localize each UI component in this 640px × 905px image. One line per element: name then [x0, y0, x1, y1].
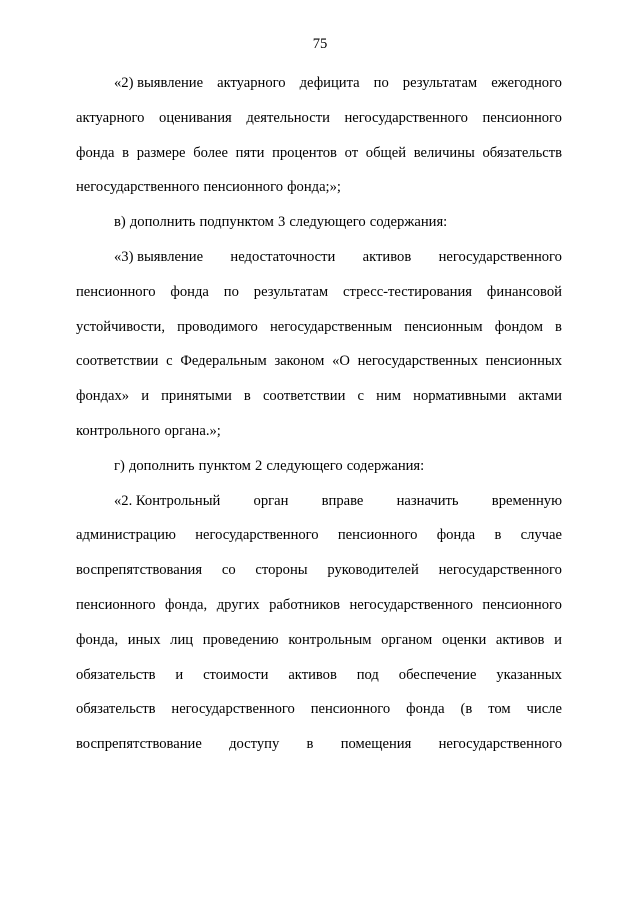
text-line — [76, 66, 562, 101]
word: лиц — [170, 631, 194, 648]
word: фонда — [406, 701, 445, 718]
word: проведению — [202, 631, 279, 648]
word: фондах» — [76, 388, 130, 405]
word: фонда — [436, 527, 476, 544]
word: проводимого — [177, 318, 258, 335]
word: указанных — [496, 666, 562, 683]
text-line — [76, 449, 562, 484]
word: ежегодного — [491, 75, 562, 91]
word: негосударственного — [438, 248, 562, 265]
word: соответствии — [76, 353, 159, 370]
word: ним — [376, 388, 402, 405]
word: содержания: — [346, 457, 425, 474]
word: размере — [136, 144, 186, 161]
word: активов — [288, 666, 337, 683]
word: фонда;»; — [287, 179, 341, 196]
word: по — [373, 75, 389, 91]
text-line — [76, 275, 562, 310]
word: пенсионного — [203, 179, 284, 196]
word: обязательств — [76, 666, 156, 683]
word: 3 — [277, 214, 286, 231]
word: пунктом — [198, 457, 251, 474]
word: пенсионного — [482, 109, 562, 126]
word: «О — [332, 353, 350, 370]
word: (в — [460, 701, 473, 718]
word: обязательств — [482, 144, 562, 161]
text-line — [76, 379, 562, 414]
word: доступу — [229, 736, 280, 753]
word: обязательств — [76, 701, 156, 718]
word: назначить — [396, 492, 459, 509]
word: в — [243, 388, 251, 405]
document-body — [76, 66, 562, 762]
word: фонда, — [76, 631, 119, 648]
word: в — [306, 736, 314, 753]
text-line — [76, 692, 562, 727]
word: «3) выявление — [114, 248, 204, 265]
word: содержания: — [369, 214, 448, 231]
word: и — [175, 666, 184, 683]
text-line — [76, 344, 562, 379]
page-number: 75 — [312, 36, 328, 52]
word: подпунктом — [199, 214, 274, 231]
word: пяти — [235, 144, 265, 161]
word: негосударственного — [171, 701, 295, 718]
word: иных — [127, 631, 161, 648]
text-line — [76, 414, 562, 449]
text-line — [76, 101, 562, 136]
text-line — [76, 240, 562, 275]
text-line — [76, 727, 562, 762]
word: других — [216, 596, 260, 613]
word: «2) выявление — [114, 75, 204, 91]
word: в) — [114, 214, 126, 231]
word: негосударственного — [344, 109, 468, 126]
word: Федеральным — [180, 353, 267, 370]
text-line — [76, 205, 562, 240]
word: недостаточности — [230, 248, 336, 265]
word: пенсионным — [404, 318, 483, 335]
word: следующего — [289, 214, 366, 231]
word: числе — [526, 701, 562, 718]
word: принятыми — [161, 388, 232, 405]
text-line — [76, 310, 562, 345]
word: и — [141, 388, 149, 405]
word: пенсионных — [485, 353, 562, 370]
word: контрольным — [288, 631, 372, 648]
word: стресс-тестирования — [343, 283, 473, 300]
word: администрацию — [76, 527, 176, 544]
word: пенсионного — [310, 701, 391, 718]
word: пенсионного — [482, 596, 562, 613]
word: обеспечение — [398, 666, 477, 683]
word: 2 — [254, 457, 263, 474]
word: «2. Контрольный — [114, 492, 221, 509]
word: от — [344, 144, 359, 161]
word: орган — [253, 492, 289, 509]
word: соответствии — [262, 388, 346, 405]
word: устойчивости, — [76, 318, 165, 335]
word: деятельности — [246, 109, 330, 126]
word: актами — [518, 388, 562, 405]
word: и — [554, 631, 562, 648]
word: негосударственного — [349, 596, 473, 613]
word: случае — [520, 527, 562, 544]
word: негосударственного — [195, 527, 319, 544]
word: фонда — [76, 144, 115, 161]
word: органа.»; — [164, 422, 221, 439]
word: фонда — [170, 283, 209, 300]
word: г) — [114, 457, 125, 474]
text-line — [76, 518, 562, 553]
word: стоимости — [203, 666, 269, 683]
word: дополнить — [129, 214, 196, 231]
word: фонда, — [165, 596, 208, 613]
word: воспрепятствование — [76, 736, 202, 753]
text-line — [76, 170, 562, 205]
word: законом — [274, 353, 325, 370]
word: в — [122, 144, 130, 161]
word: активов — [362, 248, 412, 265]
text-line — [76, 136, 562, 171]
word: дефицита — [299, 75, 360, 91]
word: стороны — [255, 562, 308, 579]
word: фондом — [494, 318, 543, 335]
word: работников — [269, 596, 340, 613]
word: том — [488, 701, 511, 718]
word: руководителей — [327, 562, 419, 579]
word: временную — [491, 492, 562, 509]
word: оценивания — [159, 109, 232, 126]
word: с — [166, 353, 173, 370]
word: с — [357, 388, 365, 405]
word: по — [223, 283, 239, 300]
word: актуарного — [217, 75, 286, 91]
word: вправе — [321, 492, 364, 509]
word: активов — [495, 631, 545, 648]
word: оценки — [441, 631, 487, 648]
word: негосударственных — [357, 353, 478, 370]
word: под — [356, 666, 379, 683]
word: пенсионного — [337, 527, 418, 544]
word: финансовой — [486, 283, 562, 300]
word: актуарного — [76, 109, 145, 126]
text-line — [76, 553, 562, 588]
text-line — [76, 484, 562, 519]
word: величины — [413, 144, 475, 161]
word: контрольного — [76, 422, 161, 439]
word: органом — [381, 631, 433, 648]
word: результатам — [402, 75, 478, 91]
text-line — [76, 588, 562, 623]
word: негосударственного — [76, 179, 200, 196]
word: пенсионного — [76, 283, 156, 300]
word: более — [193, 144, 228, 161]
word: пенсионного — [76, 596, 156, 613]
word: следующего — [266, 457, 343, 474]
word: негосударственным — [269, 318, 393, 335]
word: результатам — [253, 283, 329, 300]
word: общей — [365, 144, 407, 161]
word: в — [494, 527, 502, 544]
word: дополнить — [128, 457, 195, 474]
word: процентов — [272, 144, 337, 161]
word: нормативными — [413, 388, 507, 405]
word: негосударственного — [438, 736, 562, 753]
word: со — [221, 562, 236, 579]
word: помещения — [340, 736, 412, 753]
word: в — [555, 318, 562, 335]
word: негосударственного — [438, 562, 562, 579]
word: воспрепятствования — [76, 562, 203, 579]
text-line — [76, 623, 562, 658]
text-line — [76, 658, 562, 693]
